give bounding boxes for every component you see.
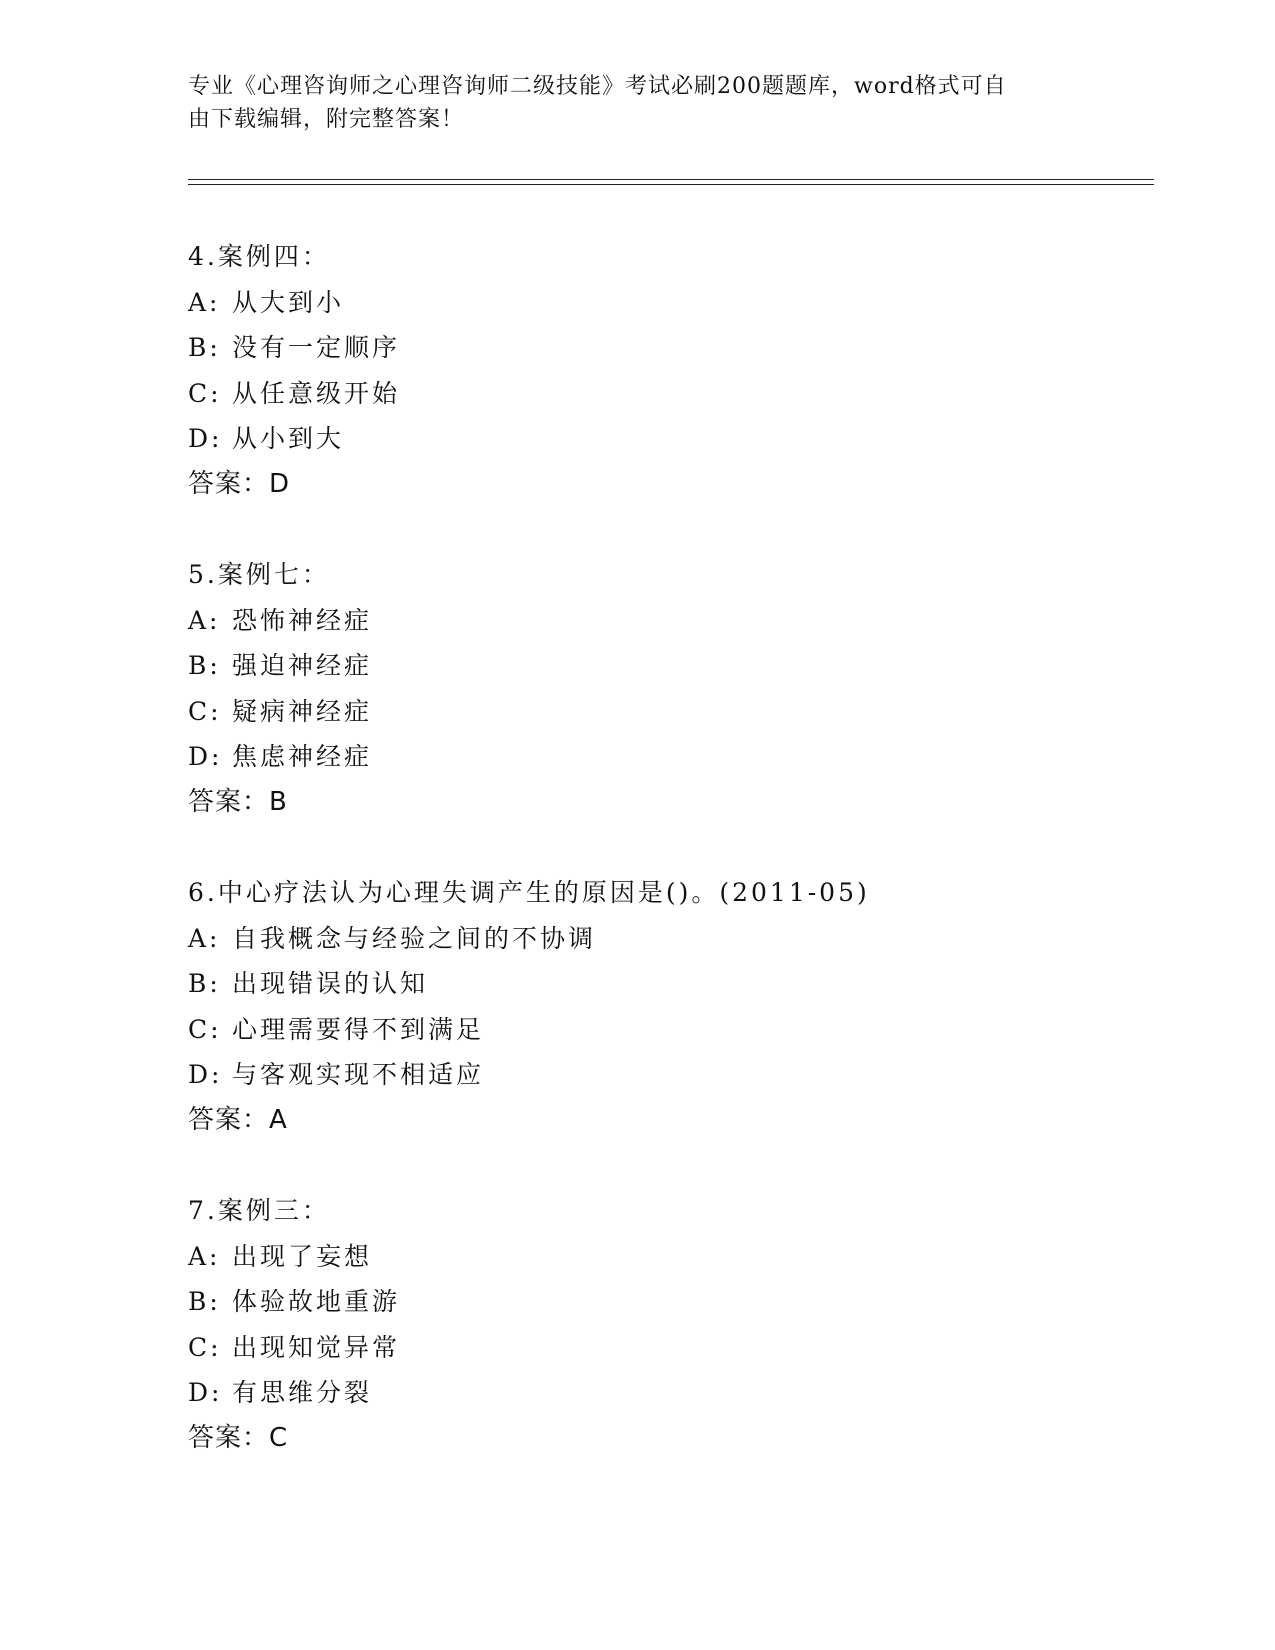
option-text: 与客观实现不相适应: [232, 1060, 485, 1089]
question-list: [188, 234, 1148, 1506]
option-letter: B:: [188, 1287, 221, 1316]
option-text: 体验故地重游: [232, 1287, 401, 1316]
question-item: [188, 234, 1148, 507]
option-d: [188, 1052, 1148, 1098]
option-text: 从任意级开始: [232, 378, 401, 408]
option-text: 有思维分裂: [232, 1378, 373, 1407]
option-letter: A:: [188, 923, 221, 953]
question-item: [188, 552, 1148, 825]
option-b: [188, 961, 1148, 1007]
question-stem: 5.案例七：: [188, 560, 330, 589]
option-text: 焦虑神经症: [232, 742, 373, 771]
option-d: [188, 734, 1148, 780]
option-letter: C:: [188, 378, 222, 408]
option-text: 出现错误的认知: [232, 969, 429, 998]
option-text: 出现知觉异常: [232, 1332, 401, 1362]
option-a: [188, 916, 1148, 962]
option-d: [188, 1370, 1148, 1416]
document-header: [188, 70, 1068, 136]
question-stem: 4.案例四：: [188, 242, 330, 271]
option-letter: B:: [188, 969, 221, 998]
question-stem: 7.案例三：: [188, 1196, 330, 1225]
option-letter: D:: [188, 424, 223, 453]
answer-line: 答案：A: [188, 1104, 288, 1135]
option-text: 心理需要得不到满足: [232, 1014, 485, 1044]
header-line-1: 专业《心理咨询师之心理咨询师二级技能》考试必刷200题题库，word格式可自: [188, 74, 1007, 99]
option-letter: C:: [188, 1332, 222, 1362]
option-letter: B:: [188, 333, 221, 362]
option-letter: A:: [188, 287, 221, 317]
option-text: 疑病神经症: [232, 696, 373, 726]
header-divider-bottom: [188, 184, 1154, 185]
option-b: [188, 1279, 1148, 1325]
option-text: 强迫神经症: [232, 651, 373, 680]
option-text: 从大到小: [232, 287, 345, 317]
question-stem: 6.中心疗法认为心理失调产生的原因是()。(2011-05): [188, 878, 870, 907]
option-letter: C:: [188, 1014, 222, 1044]
option-letter: D:: [188, 1378, 223, 1407]
option-letter: A:: [188, 1241, 221, 1271]
option-b: [188, 325, 1148, 371]
option-c: [188, 689, 1148, 735]
option-text: 没有一定顺序: [232, 333, 401, 362]
option-c: [188, 1007, 1148, 1053]
question-item: [188, 870, 1148, 1143]
option-a: [188, 1234, 1148, 1280]
option-b: [188, 643, 1148, 689]
option-a: [188, 280, 1148, 326]
option-text: 恐怖神经症: [232, 605, 373, 635]
option-letter: D:: [188, 1060, 223, 1089]
answer-line: 答案：C: [188, 1422, 289, 1453]
option-text: 出现了妄想: [232, 1241, 373, 1271]
option-letter: D:: [188, 742, 223, 771]
option-text: 从小到大: [232, 424, 345, 453]
answer-line: 答案：D: [188, 468, 291, 499]
header-line-2: 由下载编辑，附完整答案！: [188, 107, 465, 132]
question-item: [188, 1188, 1148, 1461]
option-a: [188, 598, 1148, 644]
option-letter: A:: [188, 605, 221, 635]
option-letter: C:: [188, 696, 222, 726]
option-d: [188, 416, 1148, 462]
option-letter: B:: [188, 651, 221, 680]
answer-line: 答案：B: [188, 786, 288, 817]
option-c: [188, 371, 1148, 417]
option-text: 自我概念与经验之间的不协调: [232, 923, 597, 953]
option-c: [188, 1325, 1148, 1371]
header-divider-top: [188, 179, 1154, 180]
